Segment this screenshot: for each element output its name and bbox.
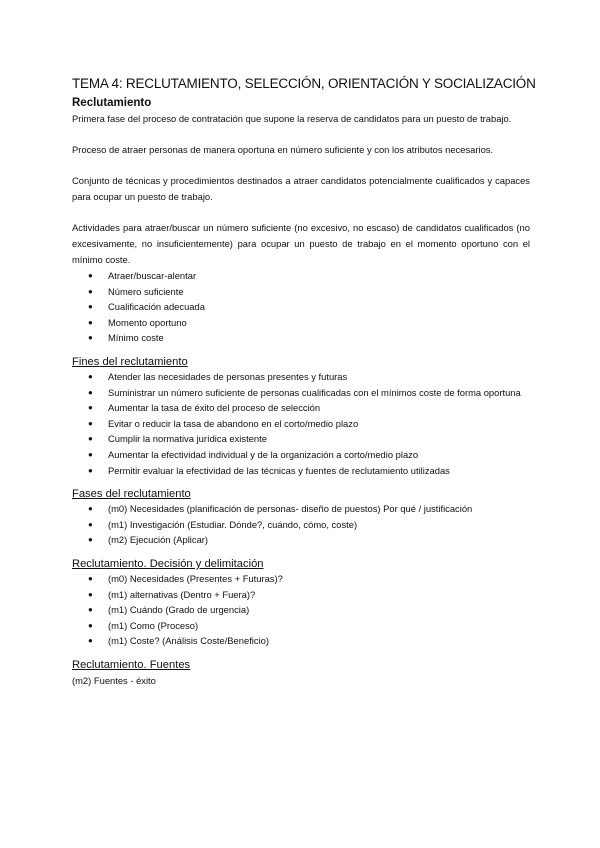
list-item: ● (m0) Necesidades (planificación de personas- diseño de puestos) Por qué / justificación	[72, 501, 530, 517]
fuentes-text: (m2) Fuentes - éxito	[72, 674, 156, 686]
list-item: ● Aumentar la efectividad individual y de la organización a corto/medio plazo	[72, 447, 530, 463]
heading-fines: Fines del reclutamiento	[72, 355, 188, 368]
list-item: ● Mínimo coste	[72, 330, 530, 346]
bullet-icon: ●	[88, 535, 93, 545]
list-item: ● (m1) Coste? (Análisis Coste/Beneficio)	[72, 633, 530, 649]
bullet-icon: ●	[88, 465, 93, 475]
list-item: ● Cumplir la normativa jurídica existente	[72, 431, 530, 447]
list-item: ● Número suficiente	[72, 284, 530, 300]
page-title: TEMA 4: RECLUTAMIENTO, SELECCIÓN, ORIENTACIÓN Y SOCIALIZACIÓN	[72, 76, 536, 91]
bullet-icon: ●	[88, 519, 93, 529]
bullet-icon: ●	[88, 302, 93, 312]
bullet-icon: ●	[88, 434, 93, 444]
activities-list	[72, 268, 530, 346]
list-item: ● (m1) Como (Proceso)	[72, 618, 530, 634]
paragraph-definition-1: Primera fase del proceso de contratación que supone la reserva de candidatos para un puesto de trabajo.	[72, 113, 512, 124]
document-content	[72, 76, 536, 689]
bullet-icon: ●	[88, 573, 93, 583]
bullet-icon: ●	[88, 333, 93, 343]
bullet-icon: ●	[88, 418, 93, 428]
list-item: ● (m2) Ejecución (Aplicar)	[72, 532, 530, 548]
list-item: ● Evitar o reducir la tasa de abandono en el corto/medio plazo	[72, 416, 530, 432]
bullet-icon: ●	[88, 271, 93, 280]
bullet-icon: ●	[88, 403, 93, 413]
list-item: ● Momento oportuno	[72, 315, 530, 331]
heading-fuentes: Reclutamiento. Fuentes	[72, 658, 191, 671]
section-subtitle-reclutamiento: Reclutamiento	[72, 97, 152, 109]
list-item: ● Atender las necesidades de personas presentes y futuras	[72, 369, 530, 385]
paragraph-definition-4: Actividades para atraer/buscar un número suficiente (no excesivo, no escaso) de candidatos cualificados (no excesivamente, no insuficientemente) para ocupar un puesto de trabajo en el momento oportuno con el mínimo coste.	[72, 222, 530, 265]
fases-list	[72, 501, 530, 548]
bullet-icon: ●	[88, 504, 93, 514]
bullet-icon: ●	[88, 317, 93, 327]
list-item: ● (m1) Cuándo (Grado de urgencia)	[72, 602, 530, 618]
list-item: ● (m1) alternativas (Dentro + Fuera)?	[72, 587, 530, 603]
bullet-icon: ●	[88, 605, 93, 615]
bullet-icon: ●	[88, 620, 93, 630]
bullet-icon: ●	[88, 449, 93, 459]
decision-list	[72, 571, 530, 649]
list-item: ● Cualificación adecuada	[72, 299, 530, 315]
list-item: ● Aumentar la tasa de éxito del proceso de selección	[72, 400, 530, 416]
heading-fases: Fases del reclutamiento	[72, 488, 191, 501]
paragraph-definition-3: Conjunto de técnicas y procedimientos destinados a atraer candidatos potencialmente cualificados y capaces para ocupar un puesto de trabajo.	[72, 175, 530, 202]
list-item: ● (m0) Necesidades (Presentes + Futuras)?	[72, 571, 530, 587]
bullet-icon: ●	[88, 387, 93, 397]
bullet-icon: ●	[88, 589, 93, 599]
heading-decision: Reclutamiento. Decisión y delimitación	[72, 557, 264, 570]
list-item: ● Permitir evaluar la efectividad de las técnicas y fuentes de reclutamiento utilizadas	[72, 463, 530, 479]
fines-list	[72, 369, 530, 478]
paragraph-definition-2: Proceso de atraer personas de manera oportuna en número suficiente y con los atributos necesarios.	[72, 144, 494, 155]
list-item: ● Suministrar un número suficiente de personas cualificadas con el mínimos coste de forma oportuna	[72, 385, 530, 401]
list-item: ● (m1) Investigación (Estudiar. Dónde?, cuándo, cómo, coste)	[72, 517, 530, 533]
bullet-icon: ●	[88, 286, 93, 296]
bullet-icon: ●	[88, 636, 93, 646]
list-item: ● Atraer/buscar-alentar	[72, 268, 530, 284]
bullet-icon: ●	[88, 371, 93, 381]
